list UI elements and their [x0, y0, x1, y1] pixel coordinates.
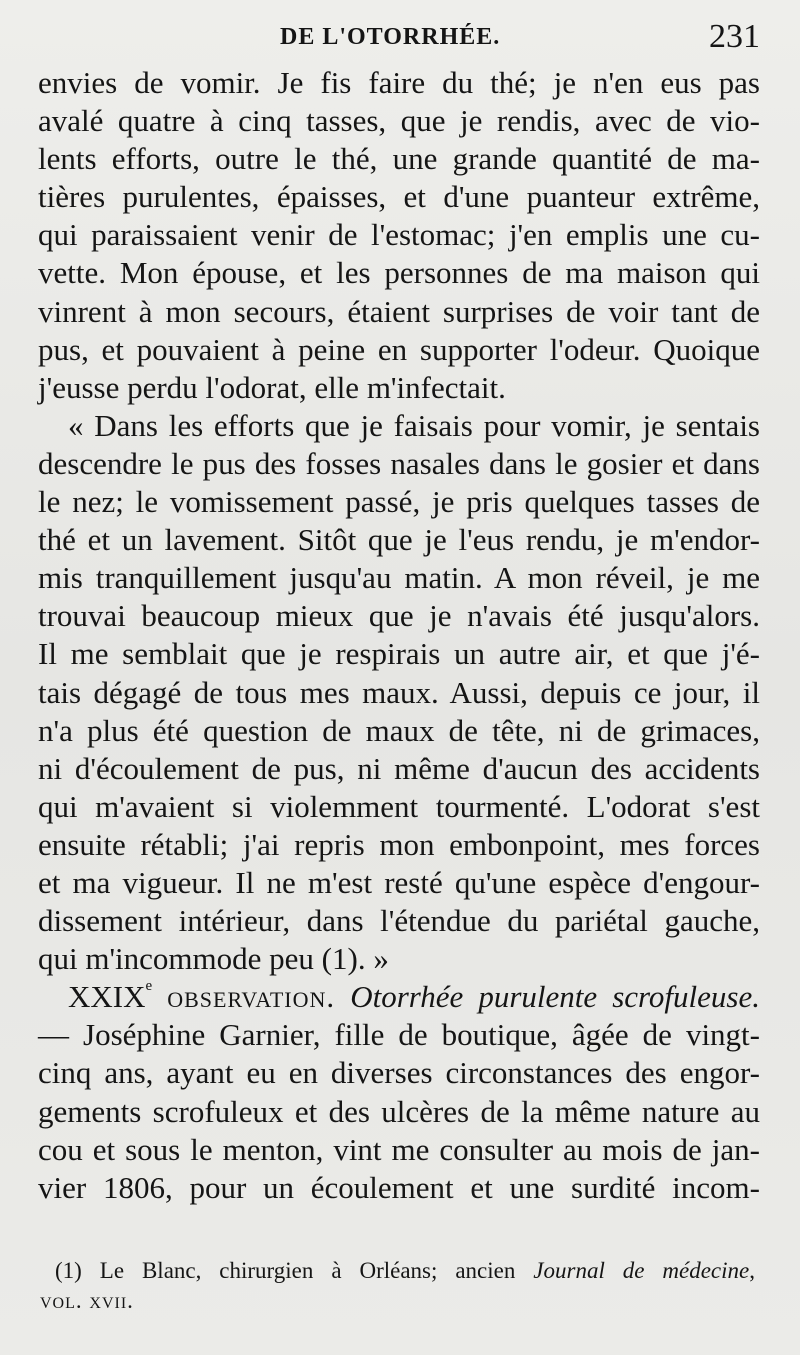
text-line: qui m'avaient si violemment tourmenté. L'odorat s'est — [38, 788, 760, 824]
text-line: mis tranquillement jusqu'au matin. A mon réveil, je me — [38, 560, 760, 596]
text-line: avalé quatre à cinq tasses, que je rendis, avec de vio- — [38, 103, 760, 139]
text-line: lents efforts, outre le thé, une grande quantité de ma- — [38, 141, 760, 177]
text-line: pus, et pouvaient à peine en supporter l'odeur. Quoique — [38, 331, 760, 367]
text-line: gements scrofuleux et des ulcères de la même nature au — [38, 1093, 760, 1129]
text-line: ensuite rétabli; j'ai repris mon embonpoint, mes forces — [38, 826, 760, 862]
footnote-journal: Journal de médecine — [533, 1258, 750, 1283]
footnote-marker: (1) — [55, 1258, 82, 1283]
text-line: vinrent à mon secours, étaient surprises de voir tant de — [38, 293, 760, 329]
text-line: thé et un lavement. Sitôt que je l'eus rendu, je m'endor- — [38, 522, 760, 558]
text-line: cinq ans, ayant eu en diverses circonstances des engor- — [38, 1055, 760, 1091]
observation-number: XXIX — [68, 979, 146, 1015]
observation-heading — [38, 978, 760, 1016]
observation-title: Otorrhée purulente scrofuleuse. — [350, 979, 760, 1015]
text-line: vette. Mon épouse, et les personnes de ma maison qui — [38, 255, 760, 291]
text-line: cou et sous le menton, vint me consulter au mois de jan- — [38, 1131, 760, 1167]
footnote-text: Le Blanc, chirurgien à Orléans; ancien — [99, 1258, 516, 1283]
text-line: trouvai beaucoup mieux que je n'avais été jusqu'alors. — [38, 598, 760, 634]
text-line: envies de vomir. Je fis faire du thé; je n'en eus pas — [38, 65, 760, 100]
footnote-punct: , — [749, 1258, 755, 1283]
text-line: vier 1806, pour un écoulement et une surdité incom- — [38, 1169, 760, 1205]
observation-number-suffix: e — [145, 977, 153, 994]
text-line: descendre le pus des fosses nasales dans le gosier et dans — [38, 445, 760, 481]
observation-label: observation. — [167, 979, 336, 1015]
text-line: ni d'écoulement de pus, ni même d'aucun des accidents — [38, 750, 760, 786]
text-line: tais dégagé de tous mes maux. Aussi, depuis ce jour, il — [38, 674, 760, 710]
footnote-line — [55, 1256, 755, 1286]
text-line: — Joséphine Garnier, fille de boutique, âgée de vingt- — [38, 1017, 760, 1053]
page-number: 231 — [709, 18, 760, 55]
text-line: j'eusse perdu l'odorat, elle m'infectait. — [38, 369, 506, 405]
running-head — [0, 18, 800, 58]
text-line: et ma vigueur. Il ne m'est resté qu'une espèce d'engour- — [38, 864, 760, 900]
text-line: qui m'incommode peu (1). » — [38, 941, 389, 977]
footnote-line — [40, 1286, 755, 1316]
footnote-volume: vol. xvii. — [40, 1288, 134, 1313]
paragraph-first-line: « Dans les efforts que je faisais pour vomir, je sentais — [68, 407, 760, 443]
text-line: n'a plus été question de maux de tête, ni de grimaces, — [38, 712, 760, 748]
text-line: dissement intérieur, dans l'étendue du pariétal gauche, — [38, 903, 760, 939]
text-line: qui paraissaient venir de l'estomac; j'en emplis une cu- — [38, 217, 760, 253]
body-text — [38, 64, 760, 1207]
text-line: Il me semblait que je respirais un autre air, et que j'é- — [38, 636, 760, 672]
text-line: le nez; le vomissement passé, je pris quelques tasses de — [38, 484, 760, 520]
footnote — [40, 1256, 755, 1316]
running-title: DE L'OTORRHÉE. — [280, 24, 501, 50]
text-line: tières purulentes, épaisses, et d'une puanteur extrême, — [38, 179, 760, 215]
